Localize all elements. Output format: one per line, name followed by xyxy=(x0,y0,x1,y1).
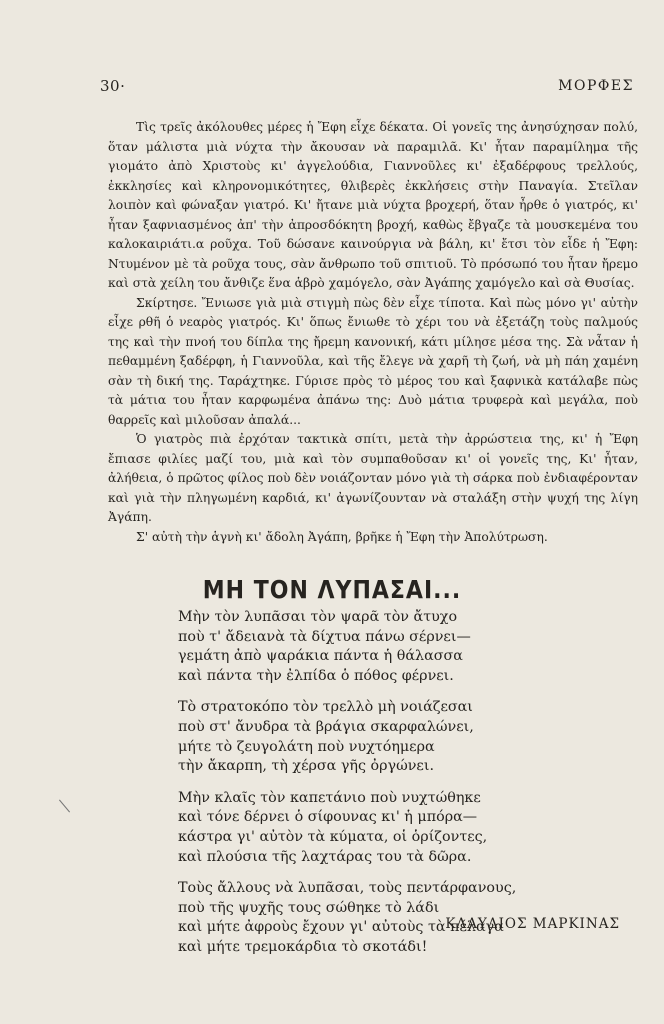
poem-title: ΜΗ ΤΟΝ ΛΥΠΑΣΑΙ... xyxy=(202,576,462,605)
story-paragraph-2: Σκίρτησε. Ἔνιωσε γιὰ μιὰ στιγμὴ πὼς δὲν εἶχε τίποτα. Καὶ πὼς μόνο γι' αὐτὴν εἶχε ρθῆ ὁ νεαρὸς γιατρός. Κι' ὅπως ἔνιωθε τὸ χέρι του νὰ ἐξετάζη τοὺς παλμούς της καὶ τὴν πνοή του δίπλα της ἤρεμη κανονική, κάτι μίλησε μέσα της. Σὰ νἆταν ἡ πεθαμμένη ξαδέρφη, ἡ Γιαννοῦλα, καὶ τῆς ἔλεγε νὰ χαρῆ τὴ ζωή, νὰ μὴ πάη χαμένη σὰν τὴ δική της. Ταράχτηκε. Γύρισε πρὸς τὸ μέρος του καὶ ξαφνικὰ κατάλαβε πὼς τὰ μάτια του ἦταν καρφωμένα ἀπάνω της: Δυὸ μάτια τρυφερὰ καὶ μεγάλα, ποὺ θαρρεῖς καὶ μιλοῦσαν ἀπαλά... xyxy=(108,295,638,427)
poem-line: ποὺ τῆς ψυχῆς τους σώθηκε τὸ λάδι xyxy=(178,899,440,916)
poem-line: Τοὺς ἄλλους νὰ λυπᾶσαι, τοὺς πεντάρφανους, xyxy=(178,880,517,897)
poem-stanza-2 xyxy=(178,698,618,776)
poem-line: Τὸ στρατοκόπο τὸν τρελλὸ μὴ νοιάζεσαι xyxy=(178,699,473,716)
poem-line: μήτε τὸ ζευγολάτη ποὺ νυχτόημερα xyxy=(178,738,435,755)
poem-line: ποὺ τ' ἄδειανὰ τὰ δίχτυα πάνω σέρνει— xyxy=(178,628,471,645)
poem-line: κάστρα γι' αὐτὸν τὰ κύματα, οἱ ὁρίζοντες, xyxy=(178,828,488,845)
story-paragraph-3: Ὁ γιατρὸς πιὰ ἐρχόταν τακτικὰ σπίτι, μετὰ τὴν ἀρρώστεια της, κι' ἡ Ἔφη ἔπιασε φιλίες μαζί του, μιὰ καὶ τὸν συμπαθοῦσαν κι' οἱ γονεῖς της, Κι' ἦταν, ἀλήθεια, ὁ πρῶτος φίλος ποὺ δὲν νοιάζονταν μόνο γιὰ τὴ σάρκα ποὺ ἐνδιαφέρονταν καὶ γιὰ τὴν πληγωμένη καρδιά, κι' ἀγωνίζουνταν νὰ σταλάξη στὴν ψυχή της λίγη Ἀγάπη. xyxy=(108,432,638,524)
poem-line: Μὴν τὸν λυπᾶσαι τὸν ψαρᾶ τὸν ἄτυχο xyxy=(178,609,458,625)
poem-line: ποὺ στ' ἄνυδρα τὰ βράγια σκαρφαλώνει, xyxy=(178,718,474,735)
journal-title: ΜΟΡΦΕΣ xyxy=(558,78,634,94)
poem-line: τὴν ἄκαρπη, τὴ χέρσα γῆς ὀργώνει. xyxy=(178,758,434,775)
poem-line: καὶ πλούσια τῆς λαχτάρας του τὰ δῶρα. xyxy=(178,848,472,865)
poem-stanza-3 xyxy=(178,789,618,867)
story-paragraph-1: Τὶς τρεῖς ἀκόλουθες μέρες ἡ Ἔφη εἶχε δέκατα. Οἱ γονεῖς της ἀνησύχησαν πολύ, ὅταν μάλιστα μιὰ νύχτα τὴν ἄκουσαν νὰ παραμιλᾶ. Κι' ἦταν παραμίλημα τῆς γιομάτο ἀπὸ Χριστοὺς κι' ἀγγελούδια, Γιαννοῦλες κι' ἐξαδέρφους τρελλούς, ἐκκλησίες καὶ κληρονομικότητες, θλιβερὲς ἐκκλήσεις στὴν Παναγία. Στεῖλαν λοιπὸν καὶ φώναξαν γιατρό. Κι' ἤτανε μιὰ νύχτα βροχερή, ὅταν ἦρθε ὁ γιατρός, κι' ἦταν ξαφνιασμένος ἀπ' τὴν ἀπροσδόκητη βροχή, καθὼς ἔβγαζε τὰ μουσκεμένα του καλοκαιριάτι.α ροῦχα. Τοῦ δώσανε καινούργια νὰ βάλη, κι' ἔτσι τὸν εἶδε ἡ Ἔφη: Ντυμένον μὲ τὰ ροῦχα τους, σὰν ἄνθρωπο τοῦ σπιτιοῦ. Τὸ πρόσωπό του ἦταν ἤρεμο καὶ στὰ χείλη του ἄνθιζε ἕνα ἁβρὸ χαμόγελο, σὰν Ἀγάπης χαμόγελο καὶ σὰ Θυσίας. xyxy=(108,120,638,290)
story-paragraph-4: Σ' αὐτὴ τὴν ἁγνὴ κι' ἄδολη Ἀγάπη, βρῆκε ἡ Ἔφη τὴν Ἀπολύτρωση. xyxy=(136,529,548,544)
poem-line: καὶ μήτε ἀφροὺς ἔχουν γι' αὐτοὺς τὰ πέλαγα xyxy=(178,919,504,936)
margin-mark xyxy=(59,800,70,813)
poem-line: γεμάτη ἀπὸ ψαράκια πάντα ἡ θάλασσα xyxy=(178,648,463,665)
poem-line: καὶ τόνε δέρνει ὁ σίφουνας κι' ἡ μπόρα— xyxy=(178,809,478,826)
poem-line: καὶ μήτε τρεμοκάρδια τὸ σκοτάδι! xyxy=(178,938,428,955)
poem-author: ΚΛΑΥΔΙΟΣ ΜΑΡΚΙΝΑΣ xyxy=(445,916,620,932)
story-text xyxy=(108,118,638,547)
poem-line: καὶ πάντα τὴν ἐλπίδα ὁ πόθος φέρνει. xyxy=(178,667,454,684)
poem-stanza-1 xyxy=(178,608,618,686)
poem-line: Μὴν κλαῖς τὸν καπετάνιο ποὺ νυχτώθηκε xyxy=(178,789,481,806)
page-number: 30· xyxy=(100,77,126,95)
